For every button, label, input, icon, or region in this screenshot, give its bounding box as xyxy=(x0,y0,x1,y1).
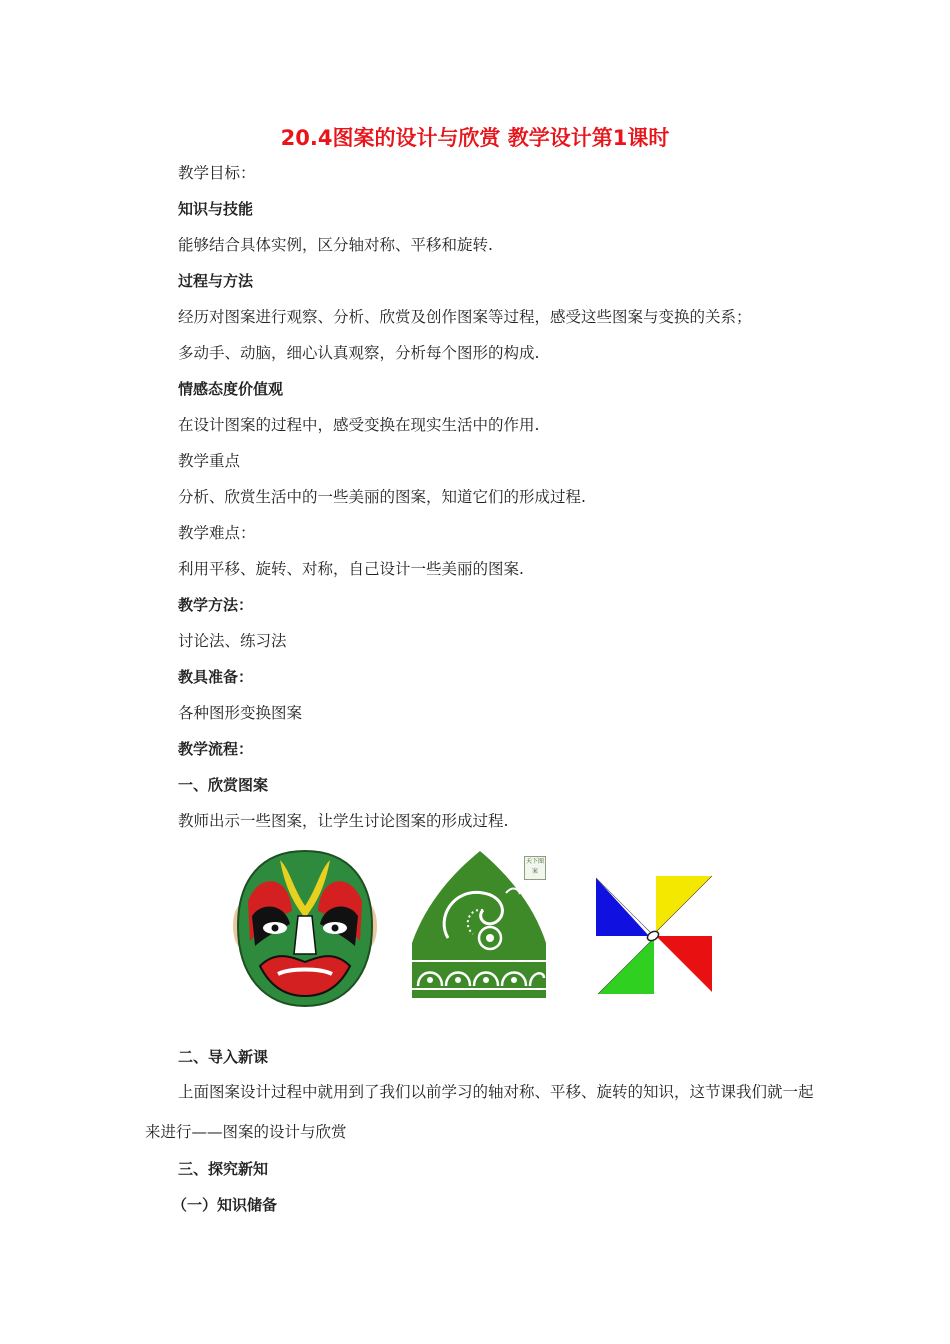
text-line: 在设计图案的过程中，感受变换在现实生活中的作用. xyxy=(178,416,540,434)
text-line: 多动手、动脑，细心认真观察，分析每个图形的构成. xyxy=(178,344,540,362)
section-heading: 教学流程： xyxy=(178,740,254,758)
text-line: 教学目标： xyxy=(178,164,256,182)
page-title: 20.4图案的设计与欣赏 教学设计第1课时 xyxy=(280,126,670,150)
section-heading: 教具准备： xyxy=(178,668,254,686)
section-heading: 教学方法： xyxy=(178,596,254,614)
section-heading: 一、欣赏图案 xyxy=(178,776,269,794)
section-heading: 过程与方法 xyxy=(178,272,254,290)
text-line: 利用平移、旋转、对称，自己设计一些美丽的图案. xyxy=(178,560,524,578)
text-line: 教师出示一些图案，让学生讨论图案的形成过程. xyxy=(178,812,509,830)
text-line: 能够结合具体实例，区分轴对称、平移和旋转. xyxy=(178,236,493,254)
section-heading: 三、探究新知 xyxy=(178,1160,269,1178)
text-line: 讨论法、练习法 xyxy=(178,632,287,650)
seal-stamp: 天下图案 xyxy=(524,856,546,880)
text-line: 分析、欣赏生活中的一些美丽的图案，知道它们的形成过程. xyxy=(178,488,586,506)
subsection-heading: （一）知识储备 xyxy=(172,1196,278,1214)
pinwheel-image xyxy=(594,874,716,996)
text-line: 教学重点 xyxy=(178,452,241,470)
section-heading: 知识与技能 xyxy=(178,200,254,218)
text-line: 各种图形变换图案 xyxy=(178,704,303,722)
section-heading: 二、导入新课 xyxy=(178,1048,269,1066)
opera-mask-image xyxy=(230,846,380,1011)
paragraph: 上面图案设计过程中就用到了我们以前学习的轴对称、平移、旋转的知识，这节课我们就一起来进行——图案的设计与欣赏 xyxy=(145,1083,814,1141)
text-line: 教学难点： xyxy=(178,524,256,542)
text-line: 经历对图案进行观察、分析、欣赏及创作图案等过程，感受这些图案与变换的关系； xyxy=(178,308,752,326)
section-heading: 情感态度价值观 xyxy=(178,380,284,398)
